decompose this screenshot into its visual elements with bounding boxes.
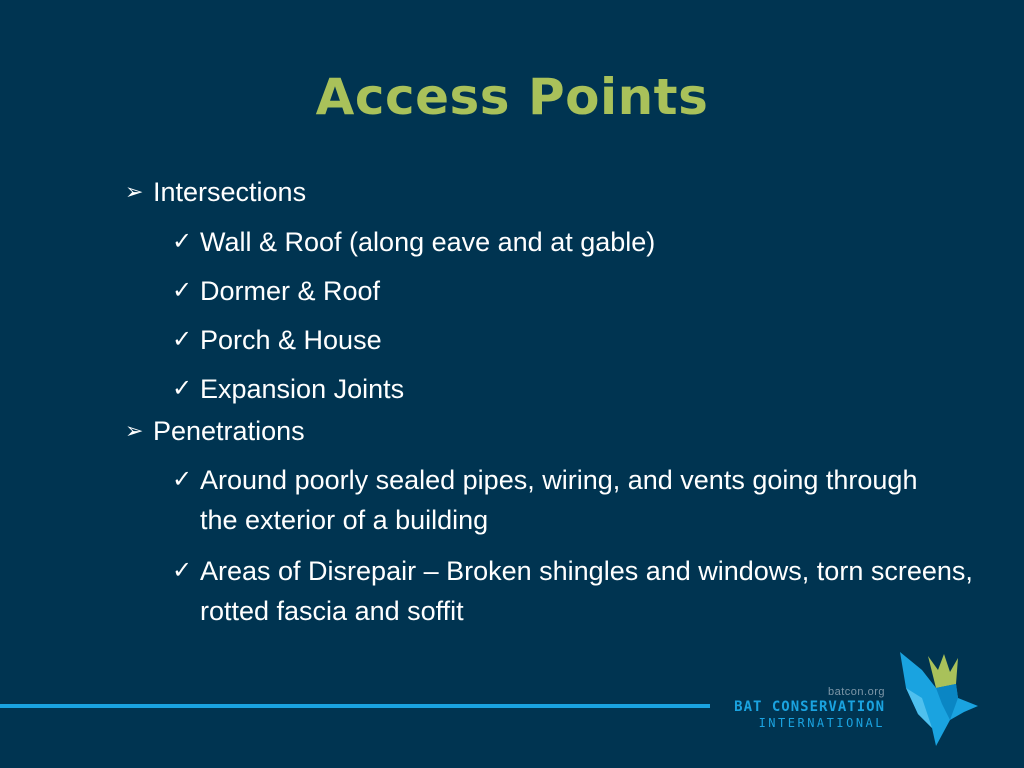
sub-item-label: Dormer & Roof xyxy=(200,276,381,306)
list-item-label: Intersections xyxy=(153,177,307,207)
list-item-penetrations xyxy=(125,411,305,451)
sub-item-label: Expansion Joints xyxy=(200,374,405,404)
slide-title: Access Points xyxy=(315,68,709,126)
logo-wordmark xyxy=(734,686,885,730)
list-item-label: Penetrations xyxy=(153,416,305,446)
sub-item xyxy=(172,320,992,360)
sub-item-label: Areas of Disrepair – Broken shingles and windows, torn screens, rotted fascia and soffit xyxy=(200,556,973,626)
checkmark-icon: ✓ xyxy=(172,228,193,255)
logo-name: BAT CONSERVATION xyxy=(734,699,885,715)
logo-sub: INTERNATIONAL xyxy=(758,716,885,730)
bat-logo-icon xyxy=(892,648,984,748)
sub-item xyxy=(172,222,992,262)
checkmark-icon: ✓ xyxy=(172,277,193,304)
sub-item-label: Porch & House xyxy=(200,325,382,355)
checkmark-icon: ✓ xyxy=(172,466,193,493)
list-item-intersections xyxy=(125,172,306,212)
arrowhead-bullet-icon: ➢ xyxy=(125,179,144,204)
footer-rule xyxy=(0,704,710,708)
sub-item-label: Around poorly sealed pipes, wiring, and vents going through the exterior of a building xyxy=(200,465,918,535)
sub-item-label: Wall & Roof (along eave and at gable) xyxy=(200,227,656,257)
checkmark-icon: ✓ xyxy=(172,375,193,402)
arrowhead-bullet-icon: ➢ xyxy=(125,418,144,443)
sub-item xyxy=(172,271,992,311)
checkmark-icon: ✓ xyxy=(172,326,193,353)
logo-url: batcon.org xyxy=(828,686,885,698)
sub-item xyxy=(172,460,932,540)
sub-item xyxy=(172,369,992,409)
checkmark-icon: ✓ xyxy=(172,557,193,584)
sub-item xyxy=(172,551,992,631)
